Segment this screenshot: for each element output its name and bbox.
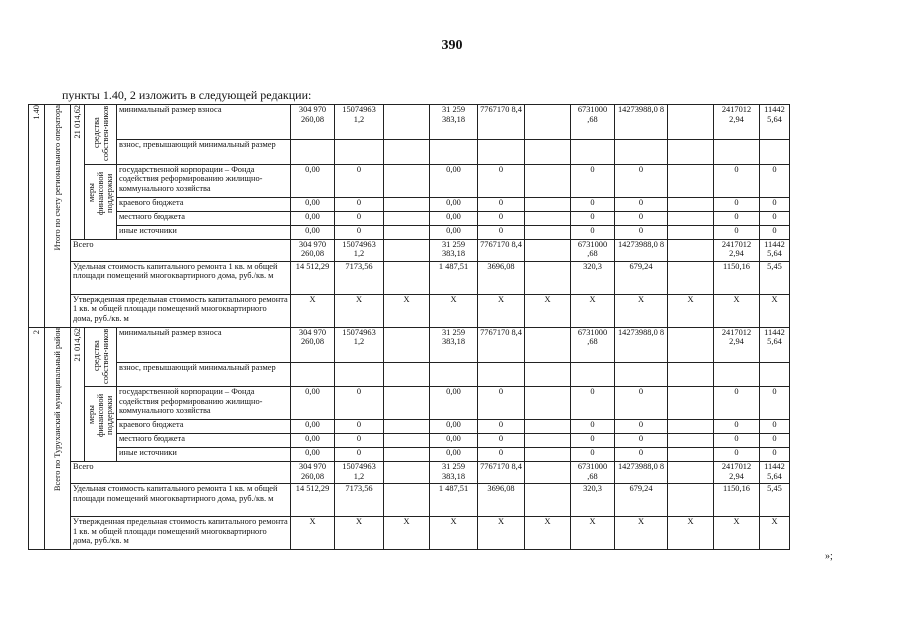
table-cell: 0 <box>335 448 384 462</box>
group-financial-support-cell <box>85 164 117 239</box>
table-cell: X <box>525 294 571 327</box>
table-cell: 6731000 ,68 <box>571 327 615 362</box>
table-cell: 7173,56 <box>335 484 384 517</box>
table-cell: 0 <box>714 434 760 448</box>
table-cell: 0 <box>335 197 384 211</box>
table-cell: 0 <box>478 164 525 197</box>
table-cell <box>384 434 430 448</box>
table-cell <box>384 140 430 164</box>
table-cell <box>525 239 571 261</box>
row-index: 1.40 <box>32 105 41 120</box>
table-cell <box>478 362 525 386</box>
table-cell <box>384 387 430 420</box>
table-cell: 0 <box>714 211 760 225</box>
table-cell: 0,00 <box>430 420 478 434</box>
table-cell: X <box>430 517 478 550</box>
table-row <box>29 197 790 211</box>
table-cell: 0 <box>571 225 615 239</box>
table-cell: 0 <box>615 420 668 434</box>
table-cell: 0 <box>714 387 760 420</box>
table-cell: 0 <box>478 448 525 462</box>
table-cell: X <box>571 294 615 327</box>
row-label: иные источники <box>117 225 291 239</box>
table-cell: 14273988,0 8 <box>615 327 668 362</box>
table-cell: 31 259 383,18 <box>430 105 478 140</box>
table-cell: 0,00 <box>291 197 335 211</box>
table-cell <box>384 164 430 197</box>
row-name-cell <box>45 105 71 328</box>
table-cell: X <box>668 294 714 327</box>
table-cell: 0 <box>760 164 790 197</box>
table-cell: 1150,16 <box>714 484 760 517</box>
table-cell: 0 <box>335 434 384 448</box>
table-cell <box>615 140 668 164</box>
table-cell <box>335 362 384 386</box>
row-name: Всего по Туруханский муниципальный район <box>53 327 62 491</box>
table-cell <box>760 362 790 386</box>
table-row <box>29 261 790 294</box>
group-own-funds: средства собствен-ников <box>91 328 110 384</box>
table-row <box>29 225 790 239</box>
table-cell <box>668 448 714 462</box>
table-cell: 0 <box>615 387 668 420</box>
table-cell: 6731000 ,68 <box>571 239 615 261</box>
table-cell: 0 <box>571 387 615 420</box>
row-label: Всего <box>71 239 291 261</box>
table-cell: 1150,16 <box>714 261 760 294</box>
row-label: взнос, превышающий минимальный размер <box>117 362 291 386</box>
table-cell: 0 <box>571 164 615 197</box>
table-cell: 0 <box>478 434 525 448</box>
table-cell: 0 <box>478 197 525 211</box>
table-cell: 679,24 <box>615 484 668 517</box>
table-cell: 0 <box>335 387 384 420</box>
table-cell: 0 <box>760 211 790 225</box>
table-cell <box>668 211 714 225</box>
table-row <box>29 239 790 261</box>
table-cell: 0 <box>615 211 668 225</box>
table-cell: X <box>760 294 790 327</box>
row-area: 21 014,62 <box>73 105 82 139</box>
table-cell: 15074963 1,2 <box>335 462 384 484</box>
row-label: государственной корпорации – Фонда содействия реформированию жилищно-коммунального хозяйства <box>117 387 291 420</box>
row-label: местного бюджета <box>117 211 291 225</box>
table-cell: 0,00 <box>430 164 478 197</box>
table-cell: 320,3 <box>571 484 615 517</box>
table-cell <box>668 462 714 484</box>
table-cell <box>668 484 714 517</box>
table-cell: X <box>384 294 430 327</box>
table-cell <box>714 362 760 386</box>
table-cell: 7173,56 <box>335 261 384 294</box>
table-cell <box>384 327 430 362</box>
table-cell: 31 259 383,18 <box>430 462 478 484</box>
row-area: 21 014,62 <box>73 327 82 362</box>
table-cell <box>571 362 615 386</box>
table-cell: 2417012 2,94 <box>714 327 760 362</box>
table-cell: X <box>335 517 384 550</box>
table-cell: X <box>335 294 384 327</box>
table-cell: 11442 5,64 <box>760 105 790 140</box>
table-row <box>29 105 790 140</box>
table-cell <box>291 140 335 164</box>
table-cell <box>335 140 384 164</box>
table-cell <box>384 448 430 462</box>
table-cell <box>384 462 430 484</box>
table-cell: X <box>525 517 571 550</box>
row-area-cell <box>71 327 85 462</box>
table-cell <box>430 140 478 164</box>
table-cell <box>384 261 430 294</box>
row-label: Удельная стоимость капитального ремонта 1 кв. м общей площади помещений многоквартирного дома, руб./кв. м <box>71 484 291 517</box>
table-cell: 15074963 1,2 <box>335 327 384 362</box>
table-cell: X <box>384 517 430 550</box>
group-own-funds-cell <box>85 327 117 387</box>
table-cell <box>525 434 571 448</box>
table-cell: X <box>615 517 668 550</box>
table-cell <box>384 484 430 517</box>
table-cell: 304 970 260,08 <box>291 239 335 261</box>
table-cell: 0 <box>760 420 790 434</box>
table-row <box>29 434 790 448</box>
table-cell: 0,00 <box>291 434 335 448</box>
table-cell <box>525 327 571 362</box>
table-cell <box>384 225 430 239</box>
table-cell: 0 <box>615 434 668 448</box>
table-cell <box>384 239 430 261</box>
table-row <box>29 294 790 327</box>
table-cell: 5,45 <box>760 484 790 517</box>
row-index: 2 <box>32 330 41 335</box>
table-cell: X <box>571 517 615 550</box>
table-cell: 0 <box>714 225 760 239</box>
table-cell: 304 970 260,08 <box>291 462 335 484</box>
table-cell: 0 <box>760 387 790 420</box>
table-cell: 0 <box>571 448 615 462</box>
table-cell <box>615 362 668 386</box>
table-cell: 0 <box>760 225 790 239</box>
table-cell: 0,00 <box>430 225 478 239</box>
table-cell: 0 <box>335 211 384 225</box>
table-cell: X <box>714 517 760 550</box>
table-cell: 0 <box>478 420 525 434</box>
repair-cost-table <box>28 104 790 550</box>
group-own-funds: средства собствен-ников <box>91 105 110 161</box>
table-cell: 320,3 <box>571 261 615 294</box>
table-cell: 6731000 ,68 <box>571 462 615 484</box>
table-cell: X <box>291 517 335 550</box>
table-cell: X <box>615 294 668 327</box>
table-cell: 0 <box>760 448 790 462</box>
page-number: 390 <box>441 38 463 53</box>
row-label: Всего <box>71 462 291 484</box>
table-cell: 1 487,51 <box>430 261 478 294</box>
table-cell <box>525 261 571 294</box>
table-row <box>29 448 790 462</box>
table-cell <box>384 420 430 434</box>
table-cell <box>525 448 571 462</box>
table-row <box>29 517 790 550</box>
table-cell: 14273988,0 8 <box>615 462 668 484</box>
row-label: минимальный размер взноса <box>117 327 291 362</box>
table-cell: 0 <box>714 420 760 434</box>
table-cell: 0,00 <box>291 420 335 434</box>
table-cell: 0 <box>615 164 668 197</box>
table-cell: 0 <box>615 448 668 462</box>
table-cell: 0 <box>478 211 525 225</box>
table-cell <box>430 362 478 386</box>
table-cell: 0,00 <box>430 211 478 225</box>
table-cell <box>525 197 571 211</box>
table-cell <box>525 105 571 140</box>
table-cell <box>384 105 430 140</box>
table-cell: 0 <box>335 225 384 239</box>
table-cell: 7767170 8,4 <box>478 462 525 484</box>
table-cell: 679,24 <box>615 261 668 294</box>
table-row <box>29 211 790 225</box>
group-financial-support: меры финансовой поддержки <box>87 171 114 215</box>
table-cell: 0 <box>571 211 615 225</box>
table-cell <box>291 362 335 386</box>
table-cell <box>478 140 525 164</box>
table-cell <box>525 420 571 434</box>
table-cell: 0 <box>714 164 760 197</box>
table-cell: 0,00 <box>291 225 335 239</box>
table-cell: 0 <box>615 225 668 239</box>
row-label: краевого бюджета <box>117 420 291 434</box>
table-cell: 0 <box>478 387 525 420</box>
table-cell: 0,00 <box>291 387 335 420</box>
table-cell <box>668 387 714 420</box>
table-cell: 6731000 ,68 <box>571 105 615 140</box>
table-cell: 0 <box>335 420 384 434</box>
table-cell <box>668 239 714 261</box>
table-cell: 0 <box>714 197 760 211</box>
table-cell: 0 <box>335 164 384 197</box>
table-cell: 3696,08 <box>478 261 525 294</box>
table-cell: 7767170 8,4 <box>478 239 525 261</box>
table-cell: X <box>430 294 478 327</box>
table-cell: 0,00 <box>291 164 335 197</box>
table-cell: 0 <box>760 434 790 448</box>
table-cell <box>668 197 714 211</box>
row-label: минимальный размер взноса <box>117 105 291 140</box>
table-cell: X <box>291 294 335 327</box>
table-cell <box>525 140 571 164</box>
table-cell: 0,00 <box>430 434 478 448</box>
table-cell: 0 <box>714 448 760 462</box>
table-cell: X <box>478 517 525 550</box>
table-cell: 11442 5,64 <box>760 462 790 484</box>
row-label: краевого бюджета <box>117 197 291 211</box>
table-cell: 0,00 <box>430 448 478 462</box>
table-cell: 0 <box>478 225 525 239</box>
table-cell: 0,00 <box>291 448 335 462</box>
table-cell: 14273988,0 8 <box>615 239 668 261</box>
table-cell: 14 512,29 <box>291 484 335 517</box>
table-cell <box>384 362 430 386</box>
table-cell: 304 970 260,08 <box>291 327 335 362</box>
table-cell: 15074963 1,2 <box>335 239 384 261</box>
table-cell <box>668 420 714 434</box>
row-label: Утвержденная предельная стоимость капитального ремонта 1 кв. м общей площади помещений многоквартирного дома, руб./кв. м <box>71 294 291 327</box>
table-cell: 14 512,29 <box>291 261 335 294</box>
row-index-cell <box>29 327 45 550</box>
table-cell <box>668 261 714 294</box>
table-row <box>29 484 790 517</box>
table-cell <box>525 164 571 197</box>
table-cell <box>525 362 571 386</box>
table-cell: X <box>668 517 714 550</box>
row-name: Итого по счету регионального оператора <box>53 105 62 251</box>
row-index-cell <box>29 105 45 328</box>
row-label: взнос, превышающий минимальный размер <box>117 140 291 164</box>
table-cell: 0,00 <box>291 211 335 225</box>
table-cell <box>668 164 714 197</box>
row-label: Утвержденная предельная стоимость капитального ремонта 1 кв. м общей площади помещений многоквартирного дома, руб./кв. м <box>71 517 291 550</box>
table-cell <box>525 484 571 517</box>
table-cell <box>760 140 790 164</box>
table-cell <box>668 434 714 448</box>
table-cell: 11442 5,64 <box>760 327 790 362</box>
table-cell: 15074963 1,2 <box>335 105 384 140</box>
row-label: иные источники <box>117 448 291 462</box>
table-cell: 2417012 2,94 <box>714 462 760 484</box>
table-row <box>29 387 790 420</box>
row-area-cell <box>71 105 85 240</box>
table-cell <box>525 211 571 225</box>
table-cell <box>668 362 714 386</box>
table-cell: 0,00 <box>430 197 478 211</box>
table-cell <box>668 327 714 362</box>
row-label: государственной корпорации – Фонда содействия реформированию жилищно-коммунального хозяйства <box>117 164 291 197</box>
table-cell: 14273988,0 8 <box>615 105 668 140</box>
table-cell: 0 <box>571 197 615 211</box>
table-cell: 0 <box>571 434 615 448</box>
table-row <box>29 420 790 434</box>
table-cell <box>714 140 760 164</box>
table-cell: 11442 5,64 <box>760 239 790 261</box>
row-name-cell <box>45 327 71 550</box>
table-row <box>29 362 790 386</box>
table-cell: 0 <box>615 197 668 211</box>
table-cell: X <box>478 294 525 327</box>
table-cell: 7767170 8,4 <box>478 105 525 140</box>
table-cell: 0,00 <box>430 387 478 420</box>
table-cell <box>668 225 714 239</box>
table-row <box>29 327 790 362</box>
table-cell: X <box>714 294 760 327</box>
group-financial-support-cell <box>85 387 117 462</box>
table-cell <box>571 140 615 164</box>
row-label: Удельная стоимость капитального ремонта 1 кв. м общей площади помещений многоквартирного дома, руб./кв. м <box>71 261 291 294</box>
group-own-funds-cell <box>85 105 117 165</box>
table-cell: X <box>760 517 790 550</box>
group-financial-support: меры финансовой поддержки <box>87 393 114 437</box>
table-cell: 2417012 2,94 <box>714 105 760 140</box>
table-cell: 3696,08 <box>478 484 525 517</box>
table-cell <box>525 225 571 239</box>
table-cell: 304 970 260,08 <box>291 105 335 140</box>
table-cell: 0 <box>571 420 615 434</box>
table-cell <box>668 140 714 164</box>
table-cell <box>668 105 714 140</box>
table-row <box>29 164 790 197</box>
row-label: местного бюджета <box>117 434 291 448</box>
table-cell: 0 <box>760 197 790 211</box>
table-cell: 7767170 8,4 <box>478 327 525 362</box>
table-cell <box>525 462 571 484</box>
table-row <box>29 140 790 164</box>
table-cell: 31 259 383,18 <box>430 239 478 261</box>
table-row <box>29 462 790 484</box>
table-cell: 5,45 <box>760 261 790 294</box>
table-cell: 1 487,51 <box>430 484 478 517</box>
table-cell <box>525 387 571 420</box>
intro-text: пункты 1.40, 2 изложить в следующей редакции: <box>62 88 312 102</box>
table-cell: 31 259 383,18 <box>430 327 478 362</box>
closing-quote: »; <box>825 551 833 562</box>
table-cell <box>384 211 430 225</box>
table-cell <box>384 197 430 211</box>
table-cell: 2417012 2,94 <box>714 239 760 261</box>
